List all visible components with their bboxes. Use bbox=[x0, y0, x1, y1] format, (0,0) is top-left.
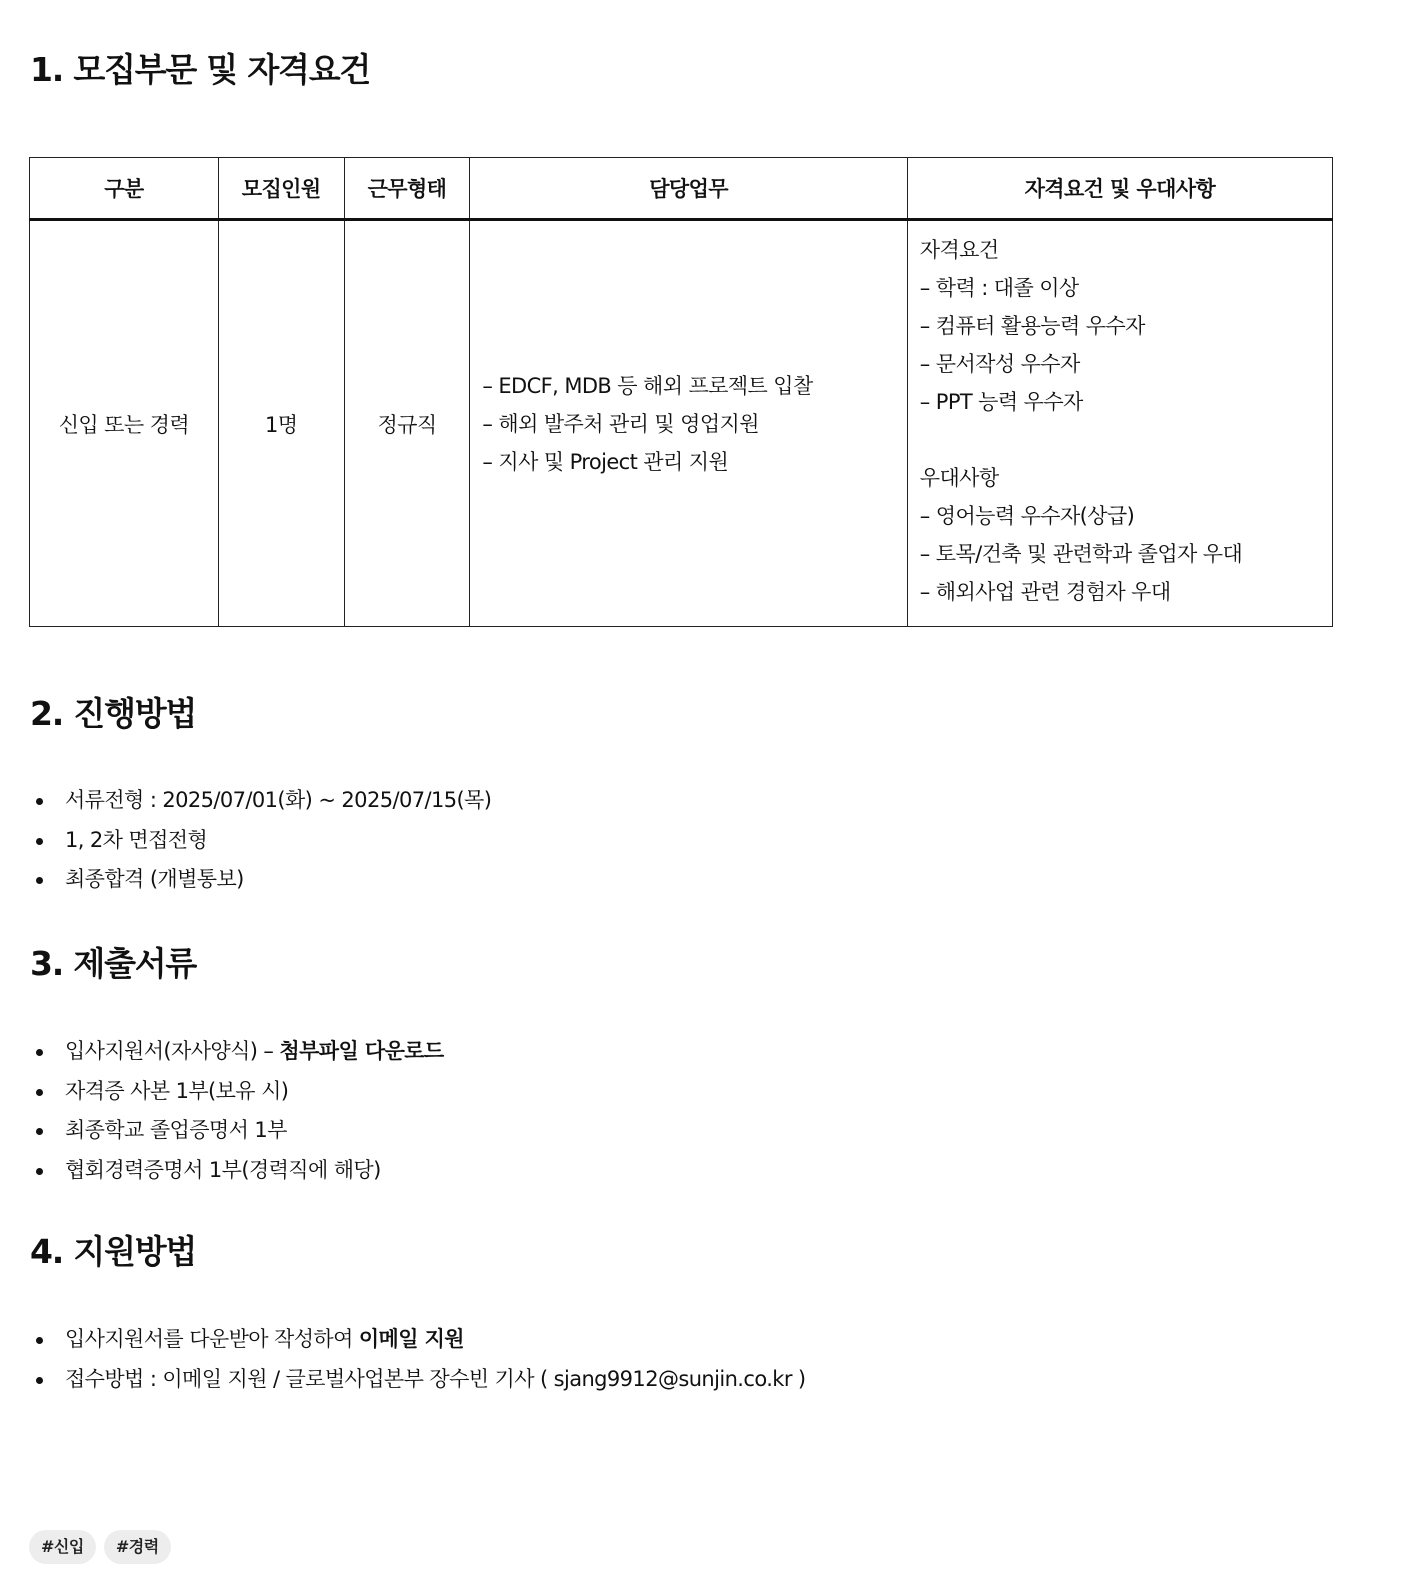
header-headcount: 모집인원 bbox=[218, 158, 344, 220]
preference-item: – 영어능력 우수자(상급) bbox=[919, 504, 1135, 528]
requirement-item: – 컴퓨터 활용능력 우수자 bbox=[919, 314, 1145, 338]
header-qualifications: 자격요건 및 우대사항 bbox=[907, 158, 1332, 220]
bullet-icon bbox=[36, 798, 43, 805]
preference-item: – 토목/건축 및 관련학과 졸업자 우대 bbox=[919, 542, 1243, 566]
preferences-heading: 우대사항 bbox=[919, 466, 999, 490]
list-item bbox=[30, 1360, 806, 1400]
cell-employment-type: 정규직 bbox=[344, 220, 470, 627]
cell-qualifications bbox=[907, 220, 1332, 627]
section-title-recruitment: 1. 모집부문 및 자격요건 bbox=[30, 50, 371, 89]
bullet-icon bbox=[36, 1168, 43, 1175]
process-list bbox=[30, 781, 491, 900]
document-item-text: 입사지원서(자사양식) – bbox=[65, 1039, 280, 1063]
bullet-icon bbox=[36, 1337, 43, 1344]
bullet-icon bbox=[36, 838, 43, 845]
spacer bbox=[920, 421, 1332, 459]
section-title-apply: 4. 지원방법 bbox=[30, 1232, 197, 1271]
list-item bbox=[30, 781, 491, 821]
document-item: 협회경력증명서 1부(경력직에 해당) bbox=[65, 1157, 381, 1182]
list-item bbox=[30, 1111, 444, 1151]
list-item bbox=[30, 1032, 444, 1072]
preference-item: – 해외사업 관련 경험자 우대 bbox=[919, 580, 1171, 604]
duty-item: – 해외 발주처 관리 및 영업지원 bbox=[482, 411, 759, 436]
recruitment-table bbox=[29, 157, 1333, 627]
section-title-process: 2. 진행방법 bbox=[30, 694, 197, 733]
cell-category: 신입 또는 경력 bbox=[30, 220, 219, 627]
bullet-icon bbox=[36, 1089, 43, 1096]
list-item bbox=[30, 860, 491, 900]
header-duties: 담당업무 bbox=[470, 158, 907, 220]
process-item: 최종합격 (개별통보) bbox=[65, 867, 244, 891]
apply-item-text: 입사지원서를 다운받아 작성하여 bbox=[65, 1327, 359, 1351]
document-item: 최종학교 졸업증명서 1부 bbox=[65, 1118, 287, 1142]
header-employment-type: 근무형태 bbox=[344, 158, 470, 220]
requirement-item: – 문서작성 우수자 bbox=[919, 352, 1080, 376]
documents-list bbox=[30, 1032, 444, 1190]
document-item: 자격증 사본 1부(보유 시) bbox=[65, 1078, 289, 1103]
tag-newcomer[interactable]: #신입 bbox=[29, 1530, 96, 1564]
cell-headcount: 1명 bbox=[218, 220, 344, 627]
tag-experienced[interactable]: #경력 bbox=[104, 1530, 171, 1564]
header-category: 구분 bbox=[30, 158, 219, 220]
list-item bbox=[30, 821, 491, 861]
bullet-icon bbox=[36, 1128, 43, 1135]
requirement-item: – PPT 능력 우수자 bbox=[919, 390, 1083, 414]
duty-item: – EDCF, MDB 등 해외 프로젝트 입찰 bbox=[482, 373, 813, 398]
cell-duties bbox=[470, 220, 907, 627]
apply-list bbox=[30, 1320, 806, 1399]
list-item bbox=[30, 1072, 444, 1112]
bullet-icon bbox=[36, 1377, 43, 1384]
table-header-row bbox=[30, 158, 1333, 220]
bullet-icon bbox=[36, 877, 43, 884]
email-apply-emphasis: 이메일 지원 bbox=[358, 1327, 464, 1351]
tag-list bbox=[29, 1530, 171, 1564]
section-title-documents: 3. 제출서류 bbox=[30, 944, 197, 983]
list-item bbox=[30, 1320, 806, 1360]
list-item bbox=[30, 1151, 444, 1191]
duty-item: – 지사 및 Project 관리 지원 bbox=[482, 449, 729, 474]
apply-item: 접수방법 : 이메일 지원 / 글로벌사업본부 장수빈 기사 ( sjang9912@sunjin.co.kr ) bbox=[65, 1366, 806, 1391]
table-row bbox=[30, 220, 1333, 627]
bullet-icon bbox=[36, 1049, 43, 1056]
attachment-download-link[interactable]: 첨부파일 다운로드 bbox=[279, 1039, 444, 1063]
process-item: 서류전형 : 2025/07/01(화) ~ 2025/07/15(목) bbox=[65, 788, 492, 812]
process-item: 1, 2차 면접전형 bbox=[65, 827, 208, 852]
requirement-item: – 학력 : 대졸 이상 bbox=[919, 276, 1079, 300]
requirements-heading: 자격요건 bbox=[919, 238, 999, 262]
